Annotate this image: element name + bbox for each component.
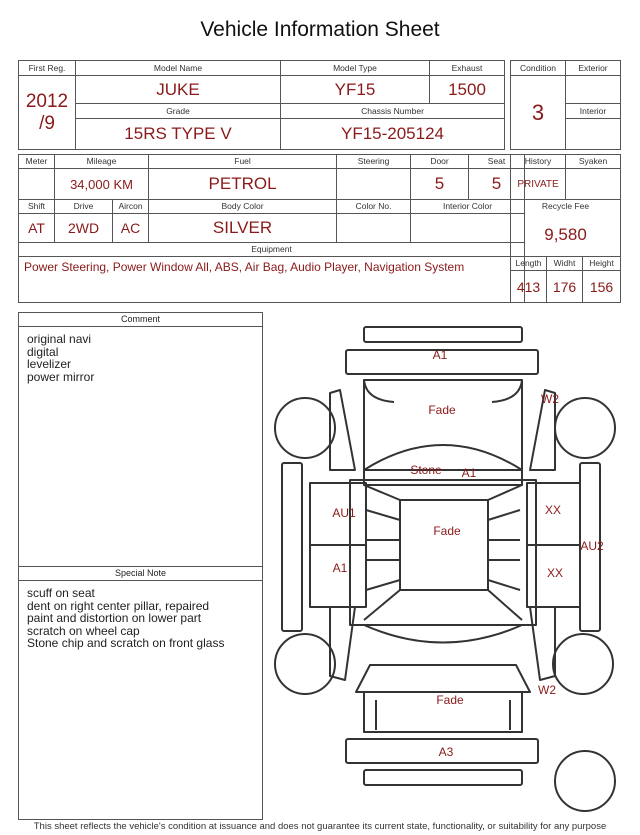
fuel-label: Fuel	[149, 155, 337, 169]
model-type-value: YF15	[281, 76, 430, 104]
interior-label: Interior	[566, 104, 621, 119]
special-note-label: Special Note	[19, 567, 262, 581]
equipment-label: Equipment	[19, 243, 525, 257]
special-note-box	[18, 566, 263, 820]
seat-label: Seat	[469, 155, 525, 169]
body-color-value: SILVER	[149, 214, 337, 243]
special-note-line: scuff on seat	[27, 586, 95, 600]
mark-roof: Fade	[433, 524, 461, 538]
mark-right-front-door: XX	[544, 503, 562, 517]
color-no-label: Color No.	[337, 200, 411, 214]
mark-windshield-right: A1	[461, 466, 477, 480]
length-value: 413	[511, 271, 547, 303]
cabin-outline	[350, 480, 536, 625]
special-note-line: Stone chip and scratch on front glass	[27, 636, 225, 650]
recycle-label: Recycle Fee	[511, 200, 621, 214]
door-label: Door	[411, 155, 469, 169]
exterior-value	[566, 76, 621, 104]
comment-line: original navi	[27, 332, 92, 346]
fuel-value: PETROL	[149, 169, 337, 200]
rear-bumper-bottom	[364, 770, 522, 785]
mark-trunk: Fade	[436, 693, 464, 707]
history-table	[510, 154, 621, 303]
mileage-label: Mileage	[55, 155, 149, 169]
steering-label: Steering	[337, 155, 411, 169]
model-name-label: Model Name	[76, 61, 281, 76]
comment-label: Comment	[19, 313, 262, 327]
interior-color-label: Interior Color	[411, 200, 525, 214]
body-color-label: Body Color	[149, 200, 337, 214]
model-name-value: JUKE	[76, 76, 281, 104]
mark-left-front-door: AU1	[332, 506, 356, 520]
door-value: 5	[411, 169, 469, 200]
comment-line: levelizer	[27, 357, 72, 371]
steering-value	[337, 169, 411, 200]
right-front-window	[488, 510, 520, 540]
vehicle-identity-table	[18, 60, 505, 150]
recycle-value: 9,580	[511, 214, 621, 257]
left-rear-door	[310, 545, 366, 607]
mark-windshield-left: Stone	[410, 463, 442, 477]
mark-front-bumper: A1	[432, 348, 448, 362]
chassis-label: Chassis Number	[281, 104, 505, 119]
aircon-label: Aircon	[113, 200, 149, 214]
mark-left-rear-door: A1	[332, 561, 348, 575]
height-label: Height	[583, 257, 621, 271]
aircon-value: AC	[113, 214, 149, 243]
length-label: Length	[511, 257, 547, 271]
right-rear-wheel	[553, 634, 613, 694]
mark-right-rear-wheel: W2	[538, 683, 556, 697]
trunk-lid	[356, 665, 530, 692]
syaken-label: Syaken	[566, 155, 621, 169]
first-reg-value: 2012 /9	[19, 76, 76, 150]
color-no-value	[337, 214, 411, 243]
shift-label: Shift	[19, 200, 55, 214]
interior-value	[566, 119, 621, 150]
mark-right-rear-door: XX	[546, 566, 564, 580]
exhaust-label: Exhaust	[430, 61, 505, 76]
comment-line: power mirror	[27, 369, 95, 384]
comment-line: digital	[27, 344, 59, 359]
left-sill	[282, 463, 302, 631]
mark-right-side: AU2	[580, 539, 604, 553]
exterior-label: Exterior	[566, 61, 621, 76]
right-front-wheel	[555, 398, 615, 458]
drive-value: 2WD	[55, 214, 113, 243]
mileage-value: 34,000 KM	[55, 169, 149, 200]
exhaust-value: 1500	[430, 76, 505, 104]
meter-label: Meter	[19, 155, 55, 169]
meter-value	[19, 169, 55, 200]
special-note-line: paint and distortion on lower part	[27, 611, 202, 625]
left-rear-window	[366, 560, 400, 590]
drive-label: Drive	[55, 200, 113, 214]
syaken-value	[566, 169, 621, 200]
left-rear-wheel	[275, 634, 335, 694]
left-front-fender	[330, 390, 355, 470]
roof	[400, 500, 488, 590]
seat-value: 5	[469, 169, 525, 200]
special-note-lines	[19, 581, 262, 656]
comment-lines	[19, 327, 262, 389]
condition-value: 3	[511, 76, 566, 150]
right-rear-window	[488, 560, 520, 590]
history-value: PRIVATE	[511, 169, 566, 200]
vehicle-spec-table	[18, 154, 525, 303]
shift-value: AT	[19, 214, 55, 243]
first-reg-label: First Reg.	[19, 61, 76, 76]
special-note-line: dent on right center pillar, repaired	[27, 598, 210, 613]
height-value: 156	[583, 271, 621, 303]
equipment-value: Power Steering, Power Window All, ABS, Air Bag, Audio Player, Navigation System	[19, 257, 525, 303]
page-title: Vehicle Information Sheet	[200, 18, 440, 41]
model-type-label: Model Type	[281, 61, 430, 76]
condition-table	[510, 60, 621, 150]
grade-label: Grade	[76, 104, 281, 119]
rear-window	[364, 625, 522, 643]
left-headlight	[364, 380, 394, 402]
interior-color-value	[411, 214, 525, 243]
special-note-line: scratch on wheel cap	[27, 623, 140, 638]
grade-value: 15RS TYPE V	[76, 119, 281, 150]
disclaimer-footer: This sheet reflects the vehicle's condition at issuance and does not guarantee its current state, functionality, or suitability for any purpose	[33, 821, 607, 832]
chassis-value: YF15-205124	[281, 119, 505, 150]
condition-label: Condition	[511, 61, 566, 76]
history-label: History	[511, 155, 566, 169]
front-bumper-top	[364, 327, 522, 342]
right-headlight	[492, 380, 522, 402]
width-label: Widht	[547, 257, 583, 271]
left-front-wheel	[275, 398, 335, 458]
car-damage-diagram	[265, 318, 625, 818]
roof-pillars	[364, 485, 522, 620]
width-value: 176	[547, 271, 583, 303]
comment-box	[18, 312, 263, 567]
mark-rear-bumper: A3	[438, 745, 454, 759]
mark-right-front-wheel: W2	[541, 392, 559, 406]
left-front-window	[366, 510, 400, 540]
mark-hood: Fade	[428, 403, 456, 417]
right-rear-fender	[530, 607, 555, 680]
spare-tire	[555, 751, 615, 811]
